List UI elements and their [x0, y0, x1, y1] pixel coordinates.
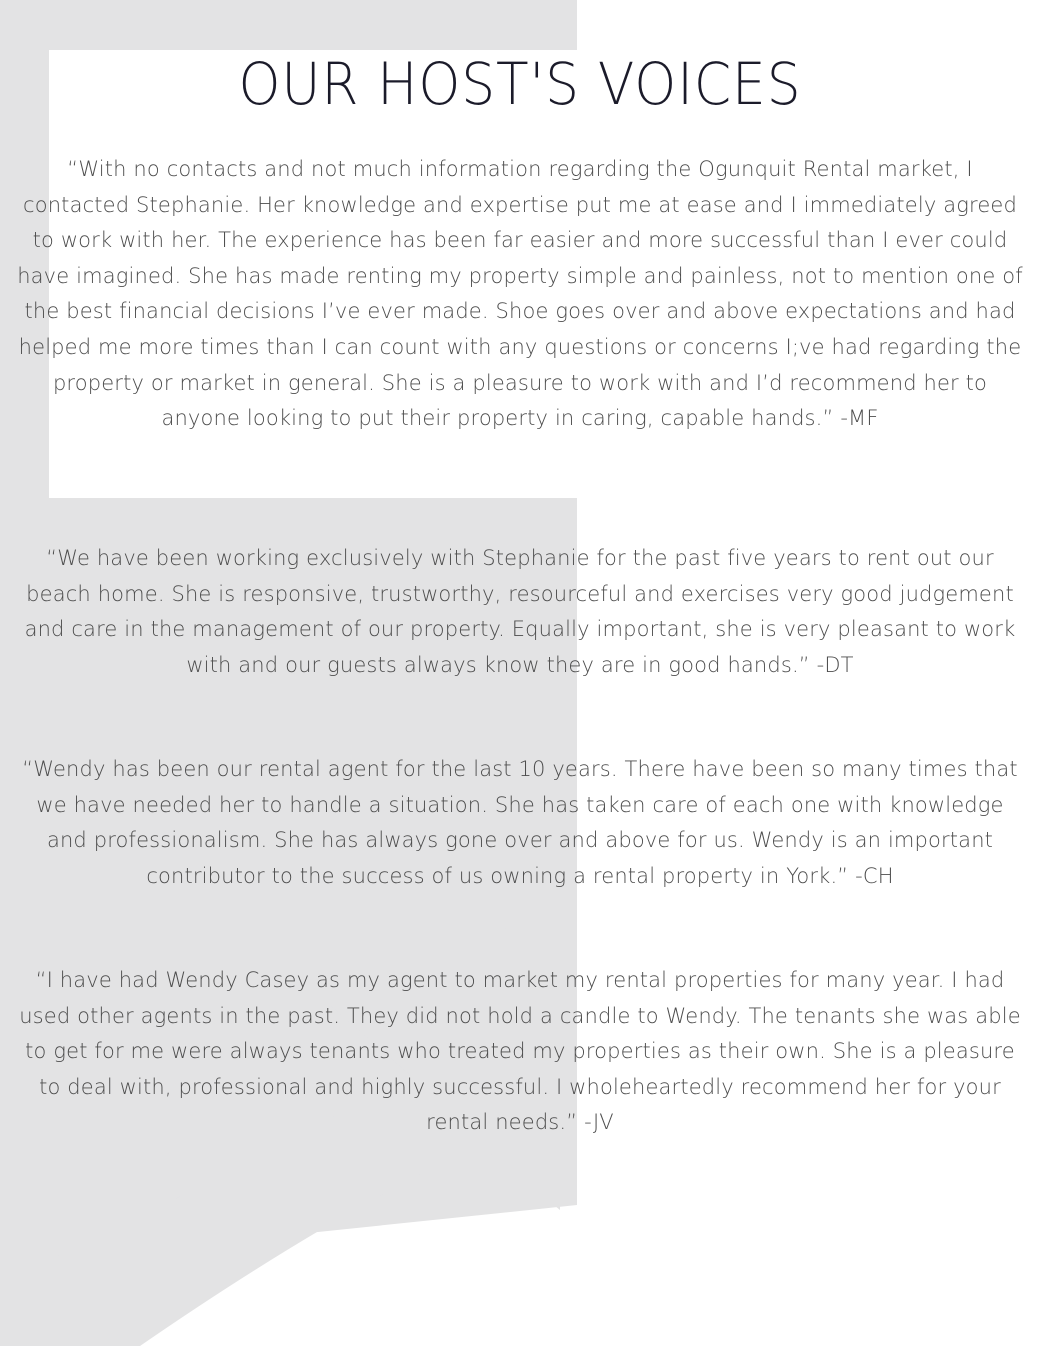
testimonial-jv: “I have had Wendy Casey as my agent to market my rental properties for many year. I had used other agents in the past. They did not hold a candle to Wendy. The tenants she was able to get for me were always tenants who treated my properties as their own. She is a pleasure to deal with, professional and highly successful. I wholeheartedly recommend her for your rental needs.” -JV: [19, 968, 1021, 1135]
testimonial-mf: “With no contacts and not much information regarding the Ogunquit Rental market, I contacted Stephanie. Her knowledge and expertise put me at ease and I immediately agreed to work with her. The experience has been far easier and more successful than I ever could have imagined. She has made renting my property simple and painless, not to mention one of the best financial decisions I’ve ever made. Shoe goes over and above expectations and had helped me more times than I can count with any questions or concerns I;ve had regarding the property or market in general. She is a pleasure to work with and I’d recommend her to anyone looking to put their property in caring, capable hands.” -MF: [17, 157, 1023, 431]
testimonial-dt: “We have been working exclusively with Stephanie for the past five years to rent out our beach home. She is responsive, trustworthy, resourceful and exercises very good judgement and care in the management of our property. Equally important, she is very pleasant to work with and our guests always know they are in good hands.” -DT: [24, 546, 1016, 677]
testimonial-ch: “Wendy has been our rental agent for the last 10 years. There have been so many times that we have needed her to handle a situation. She has taken care of each one with knowledge and professionalism. She has always gone over and above for us. Wendy is an important contributor to the success of us owning a rental property in York.” -CH: [22, 757, 1018, 888]
page-title: OUR HOST'S VOICES: [238, 50, 802, 118]
